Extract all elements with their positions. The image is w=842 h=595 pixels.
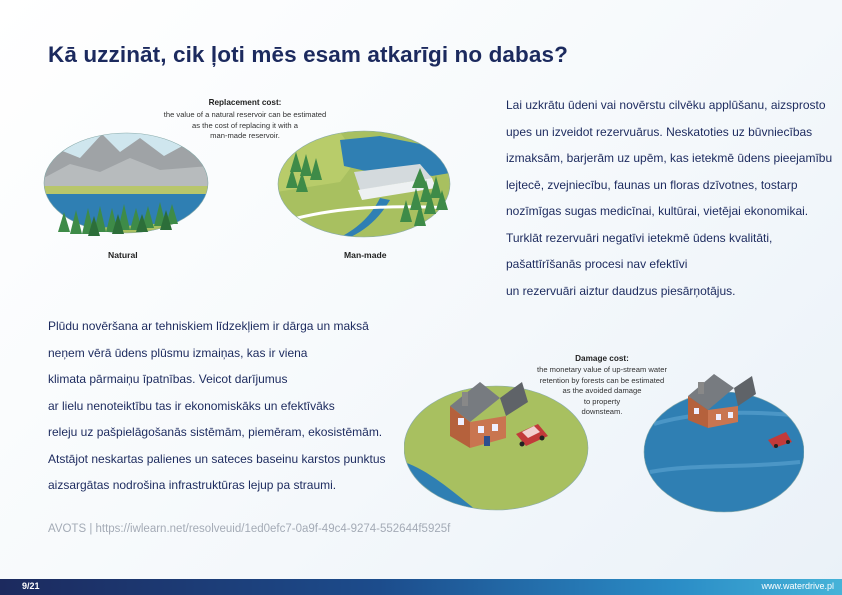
damage-text: the monetary value of up-stream water retention by forests can be estimated as the avoided damage to property downsteam.	[537, 365, 667, 416]
replacement-cost-illustration	[40, 92, 460, 277]
text-line: upes un izveidot rezervuārus. Neskatoties uz būvniecības	[506, 124, 813, 139]
manmade-label: Man-made	[344, 250, 387, 260]
text-line: Lai uzkrātu ūdeni vai novērstu cilvēku applūšanu, aizsprosto	[506, 98, 826, 112]
text-line: Atstājot neskartas palienes un sateces baseinu karstos punktus	[48, 451, 386, 466]
flood-paragraph	[48, 313, 386, 499]
text-line: neņem vērā ūdens plūsmu izmaiņas, kas ir viena	[48, 345, 308, 360]
natural-label: Natural	[108, 250, 138, 260]
page-title: Kā uzzināt, cik ļoti mēs esam atkarīgi no dabas?	[48, 42, 568, 67]
website-link[interactable]: www.waterdrive.pl	[761, 581, 834, 591]
reservoir-scenes	[40, 92, 460, 277]
text-line: releju uz pašpielāgošanās sistēmām, piemēram, ekosistēmām.	[48, 425, 383, 439]
footer-bar	[0, 579, 842, 595]
text-line: nozīmīgas sugas medicīnai, kultūrai, vietējai ekonomikai.	[506, 204, 809, 218]
text-line: un rezervuāri aiztur daudzus piesārņotājus.	[506, 283, 736, 298]
damage-cost-illustration	[404, 352, 804, 524]
damage-scenes	[404, 352, 804, 524]
replacement-text: the value of a natural reservoir can be estimated as the cost of replacing it with a man-made reservoir.	[163, 110, 327, 140]
page-number: 9/21	[22, 581, 40, 591]
text-line: Plūdu novēršana ar tehniskiem līdzekļiem ir dārga un maksā	[48, 319, 369, 333]
text-line: pašattīrīšanās procesi nav efektīvi	[506, 257, 688, 271]
reservoir-paragraph	[506, 92, 832, 304]
text-line: klimata pārmaiņu īpatnības. Veicot darījumus	[48, 372, 288, 386]
text-line: ar lielu nenoteiktību tas ir ekonomiskāks un efektīvāks	[48, 398, 335, 413]
replacement-heading: Replacement cost:	[208, 98, 282, 107]
text-line: izmaksām, barjerām uz upēm, kas ietekmē ūdens pieejamību	[506, 151, 833, 165]
source-link[interactable]: AVOTS | https://iwlearn.net/resolveuid/1ed0efc7-0a9f-49c4-9274-552644f5925f	[48, 523, 451, 535]
text-line: Turklāt rezervuāri negatīvi ietekmē ūdens kvalitāti,	[506, 230, 773, 245]
text-line: lejtecē, zvejniecību, faunas un floras dzīvotnes, tostarp	[506, 177, 798, 192]
text-line: aizsargātas nodrošina infrastruktūras lejup pa straumi.	[48, 478, 337, 492]
damage-heading: Damage cost:	[575, 354, 629, 363]
